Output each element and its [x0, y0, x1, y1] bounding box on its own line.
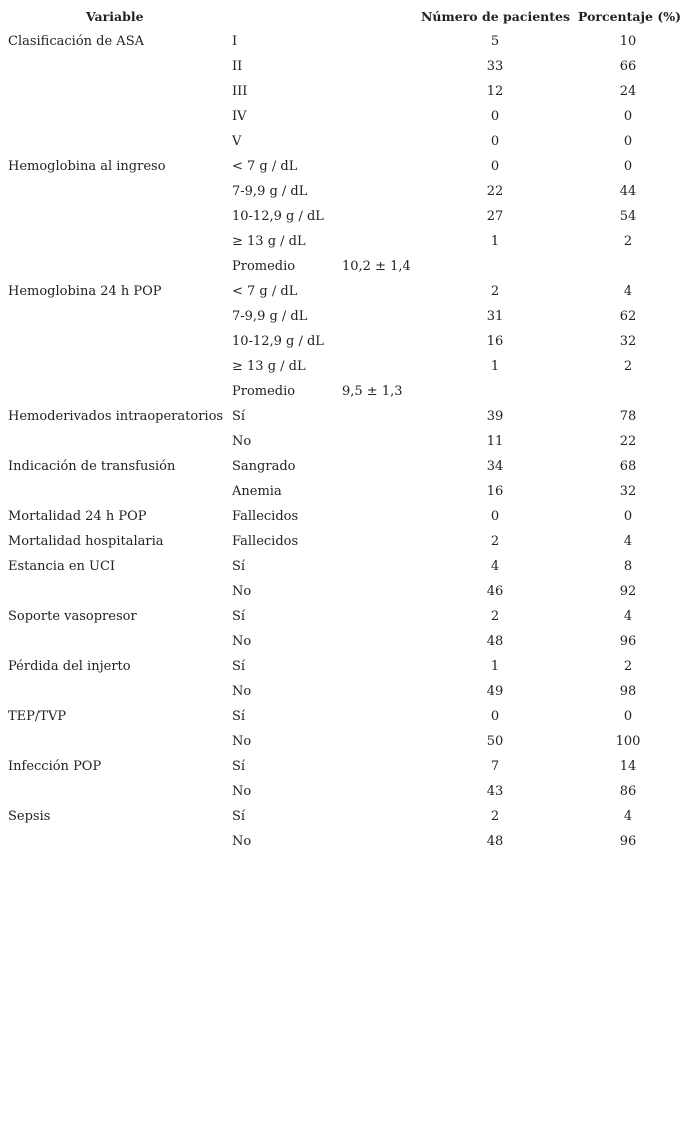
percentage-cell: 0	[623, 709, 633, 724]
table-row	[0, 29, 687, 54]
variable-cell: Hemoglobina 24 h POP	[8, 284, 162, 299]
category-cell: No	[232, 784, 252, 799]
category-cell: V	[232, 134, 242, 149]
variable-cell: Estancia en UCI	[8, 559, 116, 574]
table-row	[0, 629, 687, 654]
header-variable: Variable	[86, 9, 144, 24]
patient-count-cell: 0	[490, 709, 500, 724]
category-cell: No	[232, 684, 252, 699]
category-cell: No	[232, 734, 252, 749]
mean-value-cell: 9,5 ± 1,3	[342, 384, 403, 399]
category-cell: No	[232, 584, 252, 599]
patient-count-cell: 49	[486, 684, 504, 699]
category-cell: IV	[232, 109, 247, 124]
percentage-cell: 4	[623, 609, 633, 624]
patient-count-cell: 2	[490, 809, 500, 824]
table-row	[0, 604, 687, 629]
table-row	[0, 529, 687, 554]
category-cell: < 7 g / dL	[232, 284, 298, 299]
category-cell: < 7 g / dL	[232, 159, 298, 174]
table-row	[0, 679, 687, 704]
table-row	[0, 129, 687, 154]
patient-count-cell: 50	[486, 734, 504, 749]
category-cell: Sangrado	[232, 459, 296, 474]
percentage-cell: 4	[623, 534, 633, 549]
percentage-cell: 14	[619, 759, 637, 774]
table-row	[0, 579, 687, 604]
patient-count-cell: 34	[486, 459, 504, 474]
variable-cell: Pérdida del injerto	[8, 659, 131, 674]
patient-count-cell: 48	[486, 834, 504, 849]
percentage-cell: 0	[623, 109, 633, 124]
table-row	[0, 554, 687, 579]
patient-count-cell: 27	[486, 209, 504, 224]
category-cell: III	[232, 84, 248, 99]
category-cell: Fallecidos	[232, 534, 299, 549]
percentage-cell: 92	[619, 584, 637, 599]
patient-count-cell: 2	[490, 284, 500, 299]
percentage-cell: 10	[619, 34, 637, 49]
patient-count-cell: 0	[490, 109, 500, 124]
percentage-cell: 32	[619, 484, 637, 499]
table-header	[0, 0, 687, 29]
table-row	[0, 804, 687, 829]
category-cell: 10-12,9 g / dL	[232, 334, 324, 349]
table-row	[0, 354, 687, 379]
category-cell: ≥ 13 g / dL	[232, 234, 306, 249]
header-patient-count: Número de pacientes	[421, 9, 571, 24]
percentage-cell: 32	[619, 334, 637, 349]
percentage-cell: 4	[623, 809, 633, 824]
table-row	[0, 54, 687, 79]
patient-count-cell: 39	[486, 409, 504, 424]
category-cell: Sí	[232, 809, 246, 824]
table-row	[0, 279, 687, 304]
table-row	[0, 379, 687, 404]
percentage-cell: 78	[619, 409, 637, 424]
table-row	[0, 329, 687, 354]
category-cell: II	[232, 59, 243, 74]
table-row	[0, 104, 687, 129]
percentage-cell: 24	[619, 84, 637, 99]
category-cell: Sí	[232, 709, 246, 724]
table-row	[0, 304, 687, 329]
table-row	[0, 654, 687, 679]
percentage-cell: 4	[623, 284, 633, 299]
variable-cell: Infección POP	[8, 759, 102, 774]
category-cell: Fallecidos	[232, 509, 299, 524]
patient-count-cell: 0	[490, 509, 500, 524]
table-row	[0, 404, 687, 429]
table-row	[0, 829, 687, 854]
percentage-cell: 98	[619, 684, 637, 699]
table-row	[0, 254, 687, 279]
patient-count-cell: 5	[490, 34, 500, 49]
header-percentage: Porcentaje (%)	[578, 9, 682, 24]
patient-count-cell: 4	[490, 559, 500, 574]
patient-count-cell: 0	[490, 159, 500, 174]
percentage-cell: 100	[615, 734, 641, 749]
patient-count-cell: 22	[486, 184, 504, 199]
patient-count-cell: 1	[490, 234, 500, 249]
patient-count-cell: 33	[486, 59, 504, 74]
patient-count-cell: 46	[486, 584, 504, 599]
variable-cell: Soporte vasopresor	[8, 609, 137, 624]
patient-count-cell: 31	[486, 309, 504, 324]
variable-cell: Hemoglobina al ingreso	[8, 159, 166, 174]
category-cell: Promedio	[232, 384, 296, 399]
category-cell: No	[232, 634, 252, 649]
patient-count-cell: 1	[490, 359, 500, 374]
table-row	[0, 79, 687, 104]
percentage-cell: 96	[619, 634, 637, 649]
variable-cell: Hemoderivados intraoperatorios	[8, 409, 224, 424]
table-body	[0, 29, 687, 854]
table-row	[0, 504, 687, 529]
category-cell: Sí	[232, 609, 246, 624]
percentage-cell: 0	[623, 159, 633, 174]
category-cell: Sí	[232, 559, 246, 574]
category-cell: Sí	[232, 759, 246, 774]
patient-count-cell: 48	[486, 634, 504, 649]
table-row	[0, 454, 687, 479]
table-row	[0, 179, 687, 204]
patient-count-cell: 0	[490, 134, 500, 149]
variable-cell: Mortalidad hospitalaria	[8, 534, 164, 549]
category-cell: No	[232, 434, 252, 449]
table-row	[0, 154, 687, 179]
mean-value-cell: 10,2 ± 1,4	[342, 259, 411, 274]
patient-count-cell: 2	[490, 534, 500, 549]
percentage-cell: 22	[619, 434, 637, 449]
percentage-cell: 2	[623, 659, 633, 674]
percentage-cell: 68	[619, 459, 637, 474]
category-cell: ≥ 13 g / dL	[232, 359, 306, 374]
table-row	[0, 204, 687, 229]
table-row	[0, 229, 687, 254]
table-row	[0, 704, 687, 729]
patient-count-cell: 7	[490, 759, 500, 774]
percentage-cell: 2	[623, 234, 633, 249]
patient-count-cell: 2	[490, 609, 500, 624]
category-cell: I	[232, 34, 238, 49]
category-cell: 10-12,9 g / dL	[232, 209, 324, 224]
category-cell: Sí	[232, 409, 246, 424]
category-cell: No	[232, 834, 252, 849]
table-row	[0, 754, 687, 779]
table-row	[0, 729, 687, 754]
variable-cell: Sepsis	[8, 809, 51, 824]
variable-cell: Indicación de transfusión	[8, 459, 176, 474]
percentage-cell: 2	[623, 359, 633, 374]
category-cell: Promedio	[232, 259, 296, 274]
patient-count-cell: 1	[490, 659, 500, 674]
variable-cell: Mortalidad 24 h POP	[8, 509, 147, 524]
percentage-cell: 54	[619, 209, 637, 224]
table-row	[0, 429, 687, 454]
table-row	[0, 479, 687, 504]
category-cell: 7-9,9 g / dL	[232, 309, 308, 324]
patient-count-cell: 11	[486, 434, 504, 449]
percentage-cell: 8	[623, 559, 633, 574]
variable-cell: Clasificación de ASA	[8, 34, 144, 49]
patient-count-cell: 12	[486, 84, 504, 99]
category-cell: Anemia	[232, 484, 282, 499]
percentage-cell: 44	[619, 184, 637, 199]
percentage-cell: 0	[623, 134, 633, 149]
patient-count-cell: 43	[486, 784, 504, 799]
percentage-cell: 86	[619, 784, 637, 799]
percentage-cell: 0	[623, 509, 633, 524]
percentage-cell: 66	[619, 59, 637, 74]
percentage-cell: 96	[619, 834, 637, 849]
variable-cell: TEP/TVP	[8, 709, 67, 724]
patient-count-cell: 16	[486, 334, 504, 349]
category-cell: Sí	[232, 659, 246, 674]
table-row	[0, 779, 687, 804]
patient-count-cell: 16	[486, 484, 504, 499]
category-cell: 7-9,9 g / dL	[232, 184, 308, 199]
percentage-cell: 62	[619, 309, 637, 324]
